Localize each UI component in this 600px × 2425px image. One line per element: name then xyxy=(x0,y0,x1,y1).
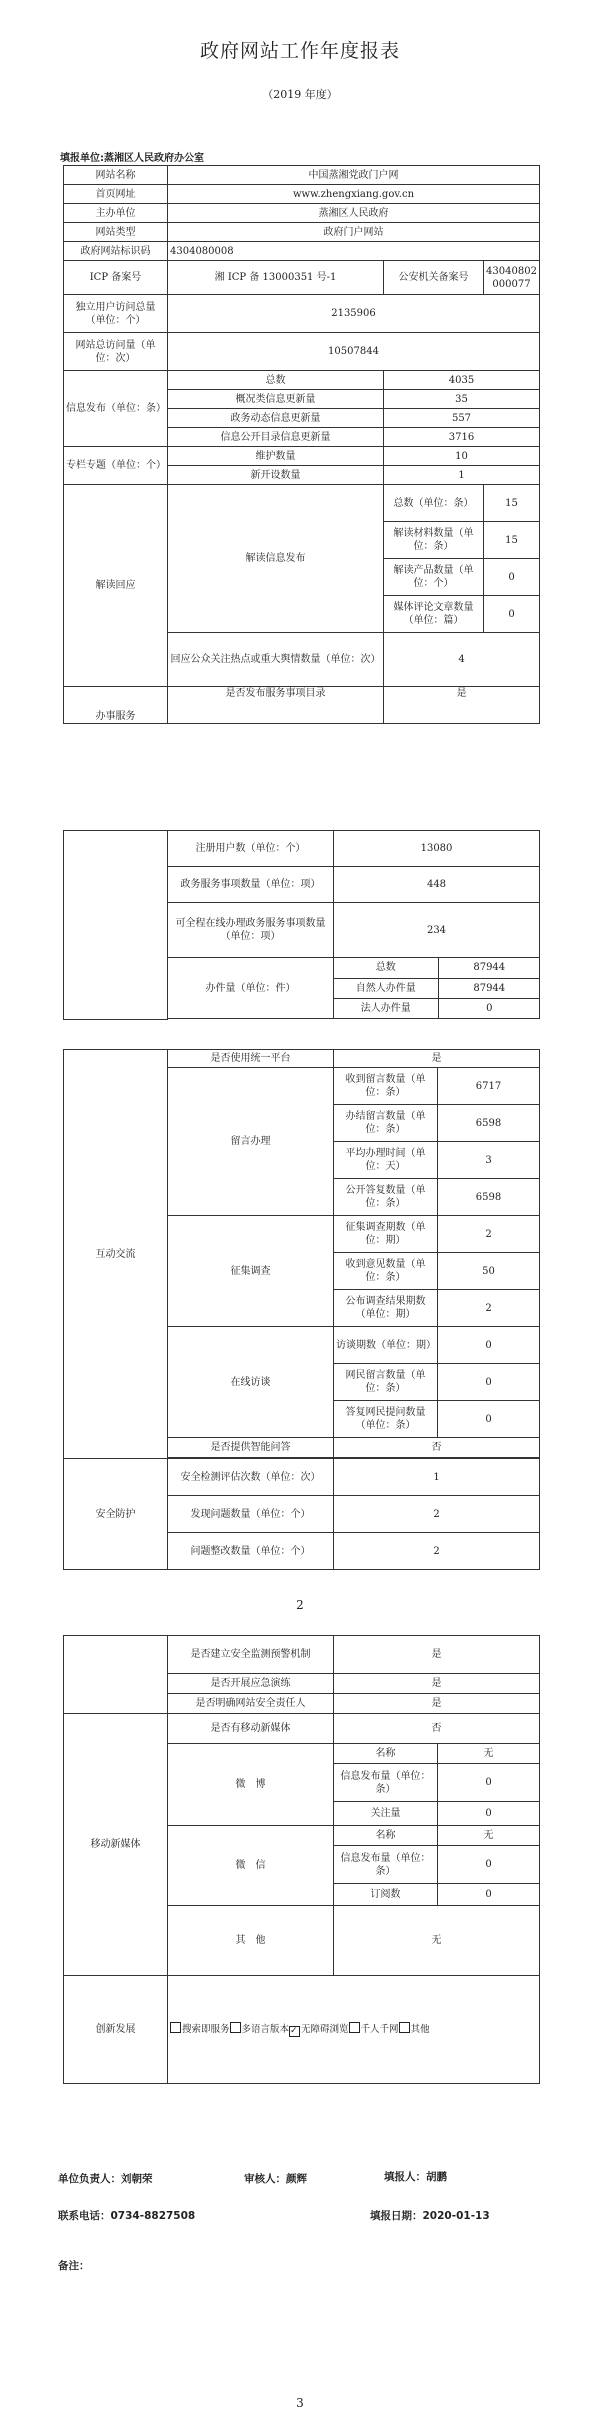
filler: 填报人：胡鹏 xyxy=(384,2171,447,2183)
int-answers-value: 0 xyxy=(438,1401,540,1438)
survey-label: 征集调查 xyxy=(168,1216,334,1327)
done-value: 6598 xyxy=(438,1105,540,1142)
innovation-checkbox-1[interactable] xyxy=(230,2022,241,2033)
remark: 备注： xyxy=(58,2260,90,2272)
volume-subtable xyxy=(334,958,540,1018)
int-count-value: 0 xyxy=(438,1327,540,1364)
visitors-value: 2135906 xyxy=(168,295,540,333)
page-number-2: 2 xyxy=(296,1598,304,1612)
users-label: 注册用户数（单位：个） xyxy=(168,831,334,867)
report-table-interact xyxy=(63,1049,540,1570)
phone: 联系电话：0734-8827508 xyxy=(58,2210,196,2222)
overview-value: 35 xyxy=(384,390,540,409)
issues-label: 发现问题数量（单位：个） xyxy=(168,1496,334,1533)
media-has-label: 是否有移动新媒体 xyxy=(168,1714,334,1744)
report-year: （2019 年度） xyxy=(262,88,338,101)
publish-items-label: 是否发布服务事项目录 xyxy=(168,687,384,724)
issues-value: 2 xyxy=(334,1496,540,1533)
site-name-value: 中国蒸湘党政门户网 xyxy=(168,166,540,185)
drill-value: 是 xyxy=(334,1674,540,1694)
users-value: 13080 xyxy=(334,831,540,867)
innovation-option-label-0: 搜索即服务 xyxy=(182,2024,230,2035)
weixin-posts-value: 0 xyxy=(438,1846,540,1884)
int-answers-label: 答复网民提问数量（单位：条） xyxy=(334,1401,438,1438)
interact-label: 互动交流 xyxy=(64,1050,168,1459)
weixin-label: 微 信 xyxy=(168,1826,334,1906)
innovation-option-label-1: 多语言版本 xyxy=(241,2024,290,2035)
int-count-label: 访谈期数（单位：期） xyxy=(334,1327,438,1364)
interpret-label: 解读回应 xyxy=(64,485,168,687)
report-table-page3 xyxy=(63,1635,540,2084)
drill-label: 是否开展应急演练 xyxy=(168,1674,334,1694)
report-table-page2 xyxy=(63,830,540,1020)
visits-label: 网站总访问量（单位：次） xyxy=(64,333,168,371)
special-label: 专栏专题（单位：个） xyxy=(64,447,168,485)
person-label: 是否明确网站安全责任人 xyxy=(168,1694,334,1714)
weibo-name-label: 名称 xyxy=(334,1744,438,1764)
interpret-total-value: 15 xyxy=(484,485,540,522)
service-items-value: 448 xyxy=(334,867,540,903)
icp-label: ICP 备案号 xyxy=(64,261,168,295)
security-label-cont xyxy=(64,1636,168,1714)
other-media-value: 无 xyxy=(334,1906,540,1976)
interview-label: 在线访谈 xyxy=(168,1327,334,1438)
media-comment-label: 媒体评论文章数量（单位：篇） xyxy=(384,596,484,633)
site-code-label: 政府网站标识码 xyxy=(64,242,168,261)
vol-total-label: 总数 xyxy=(334,958,438,978)
int-msgs-label: 网民留言数量（单位：条） xyxy=(334,1364,438,1401)
maintain-value: 10 xyxy=(384,447,540,466)
weibo-name-value: 无 xyxy=(438,1744,540,1764)
page-number-3: 3 xyxy=(296,2396,304,2410)
smart-value: 否 xyxy=(334,1438,540,1458)
weixin-subscribe-value: 0 xyxy=(438,1884,540,1906)
innovation-option-label-3: 千人千网 xyxy=(360,2024,399,2035)
weibo-posts-label: 信息发布量（单位：条） xyxy=(334,1764,438,1802)
media-has-value: 否 xyxy=(334,1714,540,1744)
received-label: 收到留言数量（单位：条） xyxy=(334,1068,438,1105)
public-value: 6598 xyxy=(438,1179,540,1216)
reviewer: 审核人：颜辉 xyxy=(244,2173,307,2185)
service-label-cont xyxy=(64,831,168,1020)
home-url-label: 首页网址 xyxy=(64,185,168,204)
innovation-option-label-2: 无障碍浏览 xyxy=(301,2024,349,2035)
checks-label: 安全检测评估次数（单位：次） xyxy=(168,1459,334,1496)
report-table-page1 xyxy=(63,165,540,724)
weixin-name-value: 无 xyxy=(438,1826,540,1846)
catalog-label: 信息公开目录信息更新量 xyxy=(168,428,384,447)
online-items-label: 可全程在线办理政务服务事项数量（单位：项） xyxy=(168,903,334,958)
weibo-follow-label: 关注量 xyxy=(334,1802,438,1826)
results-value: 2 xyxy=(438,1290,540,1327)
innovation-options xyxy=(170,2024,430,2035)
vol-person-label: 自然人办件量 xyxy=(334,978,438,998)
page-title: 政府网站工作年度报表 xyxy=(199,40,400,62)
public-label: 公开答复数量（单位：条） xyxy=(334,1179,438,1216)
vol-legal-label: 法人办件量 xyxy=(334,998,438,1018)
avg-label: 平均办理时间（单位：天） xyxy=(334,1142,438,1179)
media-comment-value: 0 xyxy=(484,596,540,633)
opinions-label: 收到意见数量（单位：条） xyxy=(334,1253,438,1290)
publish-total-label: 总数 xyxy=(168,371,384,390)
fill-date: 填报日期：2020-01-13 xyxy=(370,2210,490,2222)
opinions-value: 50 xyxy=(438,1253,540,1290)
vol-total-value: 87944 xyxy=(438,958,540,978)
vol-legal-value: 0 xyxy=(438,998,540,1018)
catalog-value: 3716 xyxy=(384,428,540,447)
unified-label: 是否使用统一平台 xyxy=(168,1050,334,1068)
overview-label: 概况类信息更新量 xyxy=(168,390,384,409)
fixed-value: 2 xyxy=(334,1533,540,1570)
int-msgs-value: 0 xyxy=(438,1364,540,1401)
service-label: 办事服务 xyxy=(64,687,168,724)
weixin-name-label: 名称 xyxy=(334,1826,438,1846)
weibo-posts-value: 0 xyxy=(438,1764,540,1802)
innovation-option-label-4: 其他 xyxy=(410,2024,430,2035)
innovation-checkbox-2[interactable]: ✓ xyxy=(289,2026,300,2037)
product-label: 解读产品数量（单位：个） xyxy=(384,559,484,596)
site-code-value: 4304080008 xyxy=(168,242,540,261)
media-label: 移动新媒体 xyxy=(64,1714,168,1976)
online-items-value: 234 xyxy=(334,903,540,958)
vol-person-value: 87944 xyxy=(438,978,540,998)
site-type-value: 政府门户网站 xyxy=(168,223,540,242)
interpret-publish-label: 解读信息发布 xyxy=(168,485,384,633)
site-type-label: 网站类型 xyxy=(64,223,168,242)
monitor-value: 是 xyxy=(334,1636,540,1674)
message-label: 留言办理 xyxy=(168,1068,334,1216)
visitors-label: 独立用户访问总量（单位：个） xyxy=(64,295,168,333)
home-url-value: www.zhengxiang.gov.cn xyxy=(168,185,540,204)
smart-label: 是否提供智能问答 xyxy=(168,1438,334,1458)
maintain-label: 维护数量 xyxy=(168,447,384,466)
results-label: 公布调查结果期数（单位：期） xyxy=(334,1290,438,1327)
sponsor-label: 主办单位 xyxy=(64,204,168,223)
product-value: 0 xyxy=(484,559,540,596)
volume-label: 办件量（单位：件） xyxy=(168,958,334,1019)
respond-label: 回应公众关注热点或重大舆情数量（单位：次） xyxy=(168,633,384,687)
person-value: 是 xyxy=(334,1694,540,1714)
sponsor-value: 蒸湘区人民政府 xyxy=(168,204,540,223)
weixin-posts-label: 信息发布量（单位：条） xyxy=(334,1846,438,1884)
received-value: 6717 xyxy=(438,1068,540,1105)
innovation-checkbox-4[interactable] xyxy=(399,2022,410,2033)
publish-label: 信息发布（单位：条） xyxy=(64,371,168,447)
respond-value: 4 xyxy=(384,633,540,687)
unified-value: 是 xyxy=(334,1050,540,1068)
reporting-unit: 填报单位:蒸湘区人民政府办公室 xyxy=(60,153,204,164)
done-label: 办结留言数量（单位：条） xyxy=(334,1105,438,1142)
police-value: 43040802000077 xyxy=(484,261,540,295)
visits-value: 10507844 xyxy=(168,333,540,371)
interpret-total-label: 总数（单位：条） xyxy=(384,485,484,522)
innovation-checkbox-0[interactable] xyxy=(170,2022,181,2033)
publish-total-value: 4035 xyxy=(384,371,540,390)
monitor-label: 是否建立安全监测预警机制 xyxy=(168,1636,334,1674)
new-special-value: 1 xyxy=(384,466,540,485)
site-name-label: 网站名称 xyxy=(64,166,168,185)
survey-count-value: 2 xyxy=(438,1216,540,1253)
other-media-label: 其 他 xyxy=(168,1906,334,1976)
innovation-label: 创新发展 xyxy=(64,1976,168,2084)
security-label: 安全防护 xyxy=(64,1459,168,1570)
fixed-label: 问题整改数量（单位：个） xyxy=(168,1533,334,1570)
icp-value: 湘 ICP 备 13000351 号-1 xyxy=(168,261,384,295)
weixin-subscribe-label: 订阅数 xyxy=(334,1884,438,1906)
service-items-label: 政务服务事项数量（单位：项） xyxy=(168,867,334,903)
dynamic-label: 政务动态信息更新量 xyxy=(168,409,384,428)
police-label: 公安机关备案号 xyxy=(384,261,484,295)
innovation-checkbox-3[interactable] xyxy=(349,2022,360,2033)
publish-items-value: 是 xyxy=(384,687,540,724)
material-label: 解读材料数量（单位：条） xyxy=(384,522,484,559)
weibo-label: 微 博 xyxy=(168,1744,334,1826)
material-value: 15 xyxy=(484,522,540,559)
weibo-follow-value: 0 xyxy=(438,1802,540,1826)
checks-value: 1 xyxy=(334,1459,540,1496)
new-special-label: 新开设数量 xyxy=(168,466,384,485)
dynamic-value: 557 xyxy=(384,409,540,428)
leader: 单位负责人：刘朝荣 xyxy=(58,2173,153,2185)
avg-value: 3 xyxy=(438,1142,540,1179)
survey-count-label: 征集调查期数（单位：期） xyxy=(334,1216,438,1253)
